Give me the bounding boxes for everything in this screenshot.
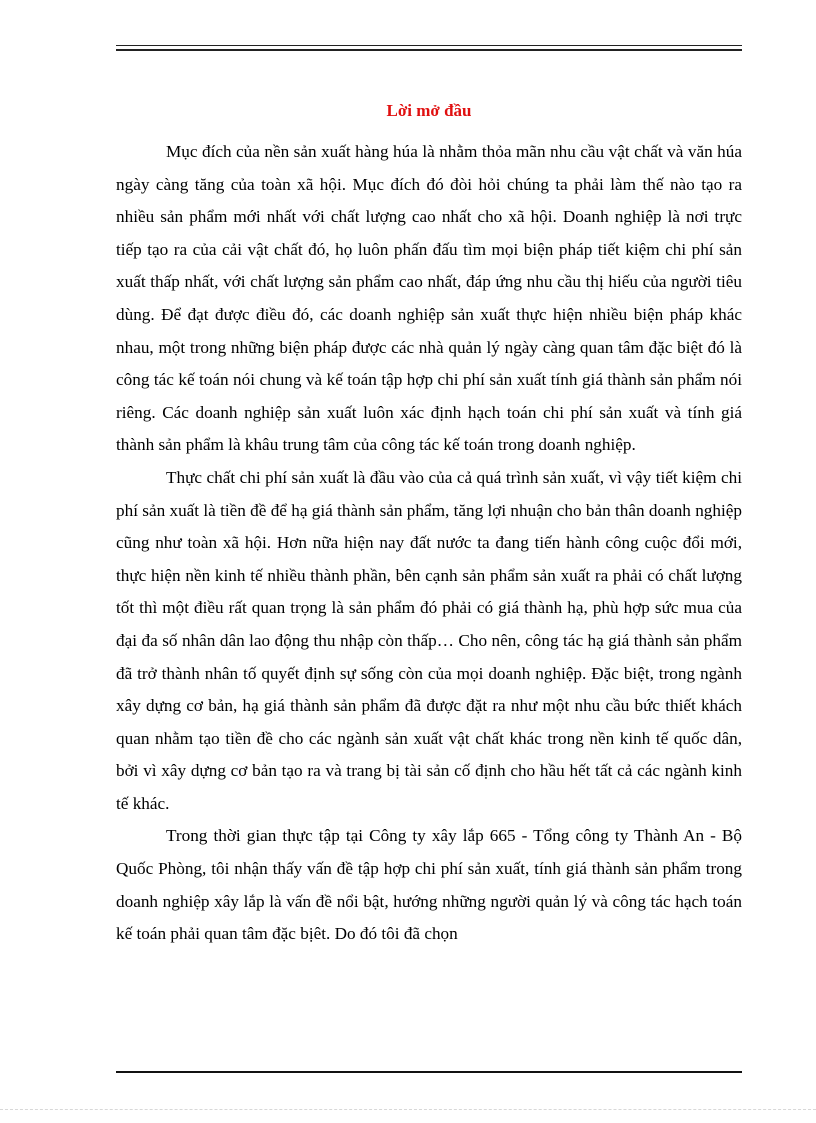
page-break-line [0,1109,816,1110]
footer-rule [116,1071,742,1073]
page-title: Lời mở đầu [386,101,472,120]
document-body [116,136,742,951]
header-rule [116,45,742,51]
paragraph-2: Thực chất chi phí sản xuất là đầu vào của cả quá trình sản xuất, vì vậy tiết kiệm chi phí sản xuất là tiền đề để hạ giá thành sản phẩm, tăng lợi nhuận cho bản thân doanh nghiệp cũng như toàn xã hội. Hơn nữa hiện nay đất nước ta đang tiến hành công cuộc đổi mới, thực hiện nền kinh tế nhiều thành phần, bên cạnh sản phẩm sản xuất ra phải có chất lượng tốt thì một điều rất quan trọng là sản phẩm đó phải có giá thành hạ, phù hợp sức mua của đại đa số nhân dân lao động thu nhập còn thấp… Cho nên, công tác hạ giá thành sản phẩm đã trở thành nhân tố quyết định sự sống còn của mọi doanh nghiệp. Đặc biệt, trong ngành xây dựng cơ bản, hạ giá thành sản phẩm đã được đặt ra như một nhu cầu bức thiết khách quan nhằm tạo tiền đề cho các ngành sản xuất vật chất khác trong nền kinh tế quốc dân, bởi vì xây dựng cơ bản tạo ra và trang bị tài sản cố định cho hầu hết tất cả các ngành kinh tế khác. [116,467,742,813]
paragraph-1: Mục đích của nền sản xuất hàng húa là nhằm thỏa mãn nhu cầu vật chất và văn húa ngày càng tăng của toàn xã hội. Mục đích đó đòi hỏi chúng ta phải làm thế nào tạo ra nhiều sản phẩm mới nhất với chất lượng cao nhất cho xã hội. Doanh nghiệp là nơi trực tiếp tạo ra của cải vật chất đó, họ luôn phấn đấu tìm mọi biện pháp tiết kiệm chi phí sản xuất thấp nhất, với chất lượng sản phẩm cao nhất, đáp ứng nhu cầu thị hiếu của người tiêu dùng. Để đạt được điều đó, các doanh nghiệp sản xuất thực hiện nhiều biện pháp khác nhau, một trong những biện pháp được các nhà quản lý ngày càng quan tâm đặc biệt đó là công tác kế toán nói chung và kế toán tập hợp chi phí sản xuất tính giá thành sản phẩm nói riêng. Các doanh nghiệp sản xuất luôn xác định hạch toán chi phí sản xuất và tính giá thành sản phẩm là khâu trung tâm của công tác kế toán trong doanh nghiệp. [116,142,742,455]
paragraph-3: Trong thời gian thực tập tại Công ty xây lắp 665 - Tổng công ty Thành An - Bộ Quốc Phòng, tôi nhận thấy vấn đề tập hợp chi phí sản xuất, tính giá thành sản phẩm trong doanh nghiệp xây lắp là vấn đề nổi bật, hướng những người quản lý và công tác hạch toán kế toán phải quan tâm đặc bịêt. Do đó tôi đã chọn [116,826,742,944]
